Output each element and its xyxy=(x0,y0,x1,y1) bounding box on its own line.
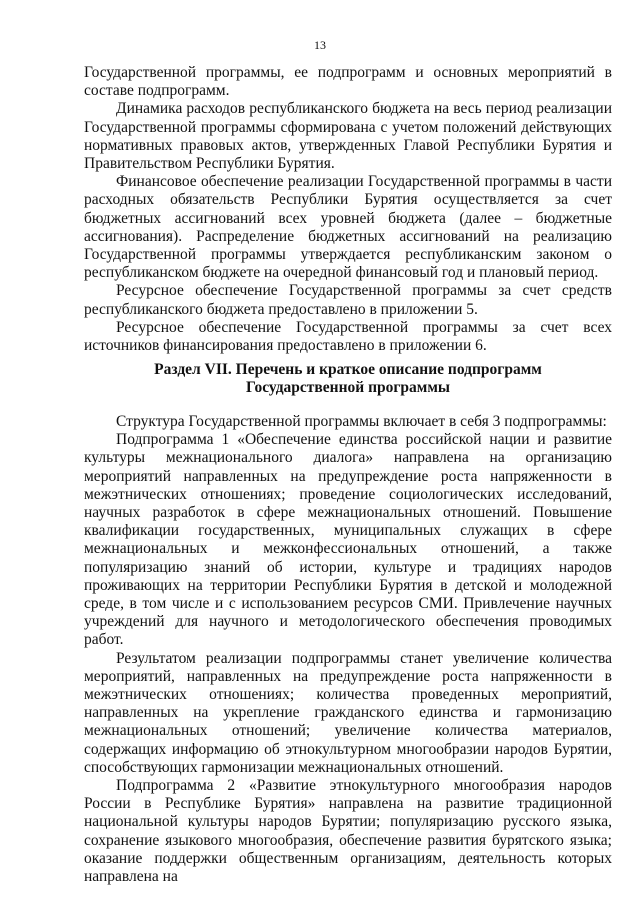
body-text-top xyxy=(84,64,612,355)
section-heading-line: Государственной программы xyxy=(246,379,450,397)
section-heading xyxy=(84,361,612,397)
section-heading-line: Раздел VII. Перечень и краткое описание подпрограмм xyxy=(154,361,542,378)
paragraph: Подпрограмма 2 «Развитие этнокультурного многообразия народов России в Республике Бурятия» направлена на развитие традиционной национальной культуры народов Бурятии; популяризацию русского языка, сохранение языкового многообразия, обеспечение развития бурятского языка; оказание поддержки общественным организациям, деятельность которых направлена на xyxy=(84,777,612,886)
paragraph: Государственной программы, ее подпрограмм и основных мероприятий в составе подпрограмм. xyxy=(84,64,612,100)
paragraph: Результатом реализации подпрограммы станет увеличение количества мероприятий, направленных на предупреждение роста напряженности в межэтнических отношениях; количества проведенных мероприятий, направленных на укрепление гражданского единства и гармонизацию межнациональных отношений; увеличение количества материалов, содержащих информацию об этнокультурном многообразии народов Бурятии, способствующих гармонизации межнациональных отношений. xyxy=(84,649,612,776)
paragraph: Структура Государственной программы включает в себя 3 подпрограммы: xyxy=(116,413,607,430)
paragraph: Подпрограмма 1 «Обеспечение единства российской нации и развитие культуры межнационального диалога» направлена на организацию мероприятий направленных на предупреждение роста напряженности в межэтнических отношениях; проведение социологических исследований, научных разработок в сфере межнациональных отношений. Повышение квалификации государственных, муниципальных служащих в сфере межнациональных и межконфессиональных отношений, а также популяризацию знаний об истории, культуре и традициях народов проживающих на территории Республики Бурятия в детской и молодежной среде, в том числе и с использованием ресурсов СМИ. Привлечение научных учреждений для научного и методологического обеспечения проводимых работ. xyxy=(84,431,612,649)
paragraph: Ресурсное обеспечение Государственной программы за счет всех источников финансирования предоставлено в приложении 6. xyxy=(84,318,612,355)
paragraph: Динамика расходов республиканского бюджета на весь период реализации Государственной программы сформирована с учетом положений действующих нормативных правовых актов, утвержденных Главой Республики Бурятия и Правительством Республики Бурятия. xyxy=(84,100,612,173)
paragraph: Ресурсное обеспечение Государственной программы за счет средств республиканского бюджета предоставлено в приложении 5. xyxy=(84,282,612,318)
body-text-bottom xyxy=(84,413,612,886)
paragraph: Финансовое обеспечение реализации Государственной программы в части расходных обязательств Республики Бурятия осуществляется за счет бюджетных ассигнований всех уровней бюджета (далее – бюджетные ассигнования). Распределение бюджетных ассигнований на реализацию Государственной программы утверждается республиканским законом о республиканском бюджете на очередной финансовый год и плановый период. xyxy=(84,173,612,282)
page-number: 13 xyxy=(314,38,326,52)
